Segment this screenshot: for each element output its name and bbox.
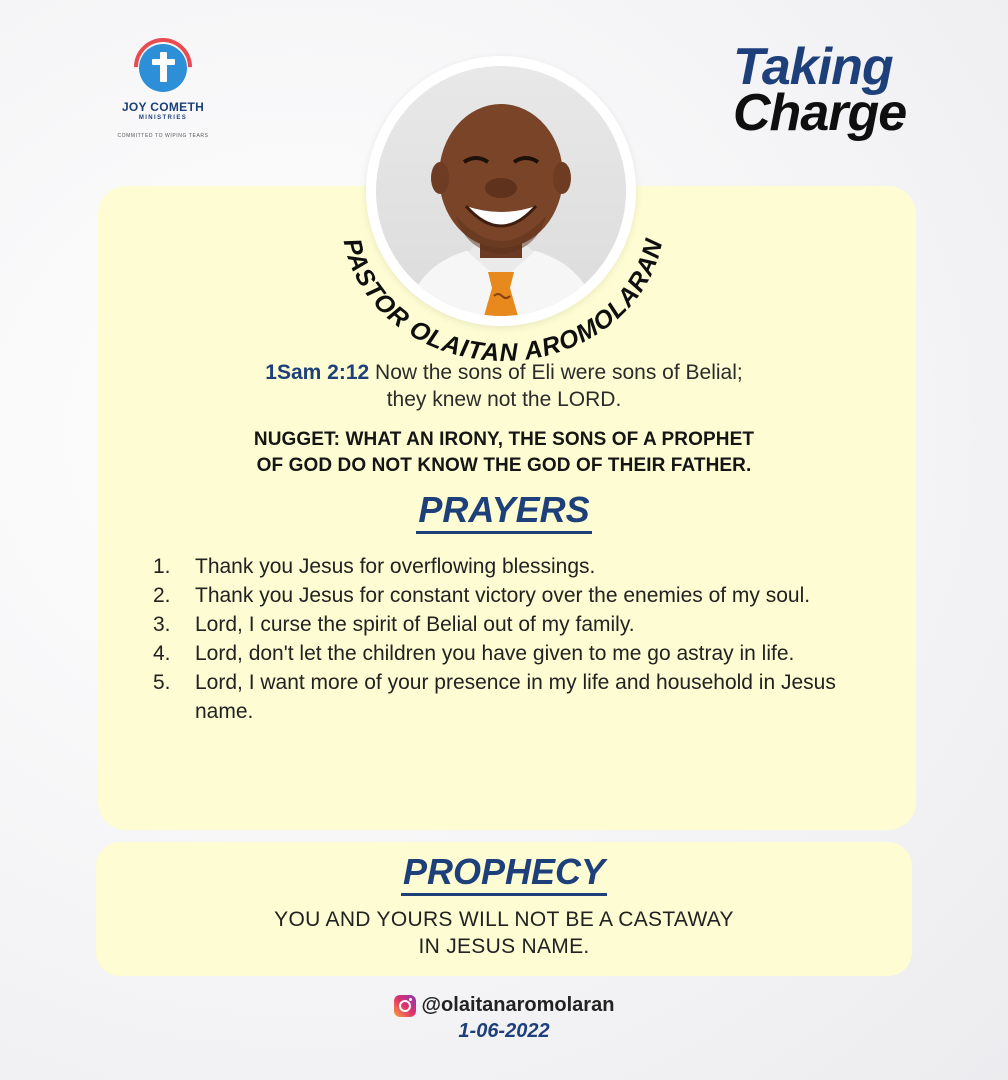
nugget-line-2: OF GOD DO NOT KNOW THE GOD OF THEIR FATHER. bbox=[256, 455, 752, 476]
list-item-text: Lord, don't let the children you have given to me go astray in life. bbox=[195, 642, 795, 665]
list-item-number: 2. bbox=[153, 584, 171, 607]
scripture-ref: 1Sam 2:12 bbox=[265, 361, 370, 384]
prophecy-line-1: YOU AND YOURS WILL NOT BE A CASTAWAY bbox=[274, 908, 734, 931]
post-date: 1-06-2022 bbox=[458, 1020, 550, 1042]
list-item bbox=[153, 552, 873, 581]
list-item-number: 3. bbox=[153, 613, 171, 636]
prayers-list bbox=[153, 552, 873, 726]
instagram-icon bbox=[394, 995, 416, 1017]
nugget-line-1: NUGGET: WHAT AN IRONY, THE SONS OF A PROPHET bbox=[253, 429, 755, 450]
logo-sub: MINISTRIES bbox=[138, 115, 188, 121]
pastor-name: PASTOR OLAITAN AROMOLARAN bbox=[337, 235, 669, 368]
list-item-number: 5. bbox=[153, 671, 171, 694]
list-item bbox=[153, 639, 873, 668]
prayers-heading bbox=[100, 490, 908, 534]
instagram-handle[interactable]: @olaitanaromolaran bbox=[421, 994, 615, 1016]
brand-title bbox=[733, 38, 907, 142]
scripture-line-1: Now the sons of Eli were sons of Belial; bbox=[375, 361, 743, 384]
list-item bbox=[153, 581, 873, 610]
brand-line-2: Charge bbox=[733, 84, 907, 142]
brand-line-1: Taking bbox=[733, 38, 893, 96]
list-item-text: Lord, I curse the spirit of Belial out of my family. bbox=[195, 613, 635, 636]
prophecy-line-2: IN JESUS NAME. bbox=[418, 935, 590, 958]
logo-tagline: COMMITTED TO WIPING TEARS bbox=[117, 133, 209, 139]
prophecy-text bbox=[96, 906, 912, 960]
scripture-line-2: they knew not the LORD. bbox=[386, 388, 622, 411]
list-item-text: Thank you Jesus for constant victory over the enemies of my soul. bbox=[195, 584, 811, 607]
prophecy-heading-text: PROPHECY bbox=[401, 852, 607, 896]
prayers-heading-text: PRAYERS bbox=[416, 490, 591, 534]
list-item bbox=[153, 668, 873, 726]
nugget bbox=[100, 427, 908, 479]
scripture bbox=[100, 359, 908, 413]
list-item-number: 1. bbox=[153, 555, 171, 578]
instagram-link[interactable] bbox=[0, 994, 1008, 1017]
pastor-name-curved bbox=[300, 150, 700, 370]
prophecy-heading bbox=[100, 852, 908, 896]
list-item bbox=[153, 610, 873, 639]
cross-drop-icon bbox=[133, 36, 193, 96]
list-item-text: Lord, I want more of your presence in my life and household in Jesus name. bbox=[195, 671, 836, 723]
list-item-number: 4. bbox=[153, 642, 171, 665]
list-item-text: Thank you Jesus for overflowing blessings. bbox=[195, 555, 596, 578]
ministry-logo bbox=[108, 36, 218, 139]
logo-name: JOY COMETH bbox=[121, 100, 205, 114]
svg-text:PASTOR OLAITAN AROMOLARAN bbox=[338, 236, 669, 368]
